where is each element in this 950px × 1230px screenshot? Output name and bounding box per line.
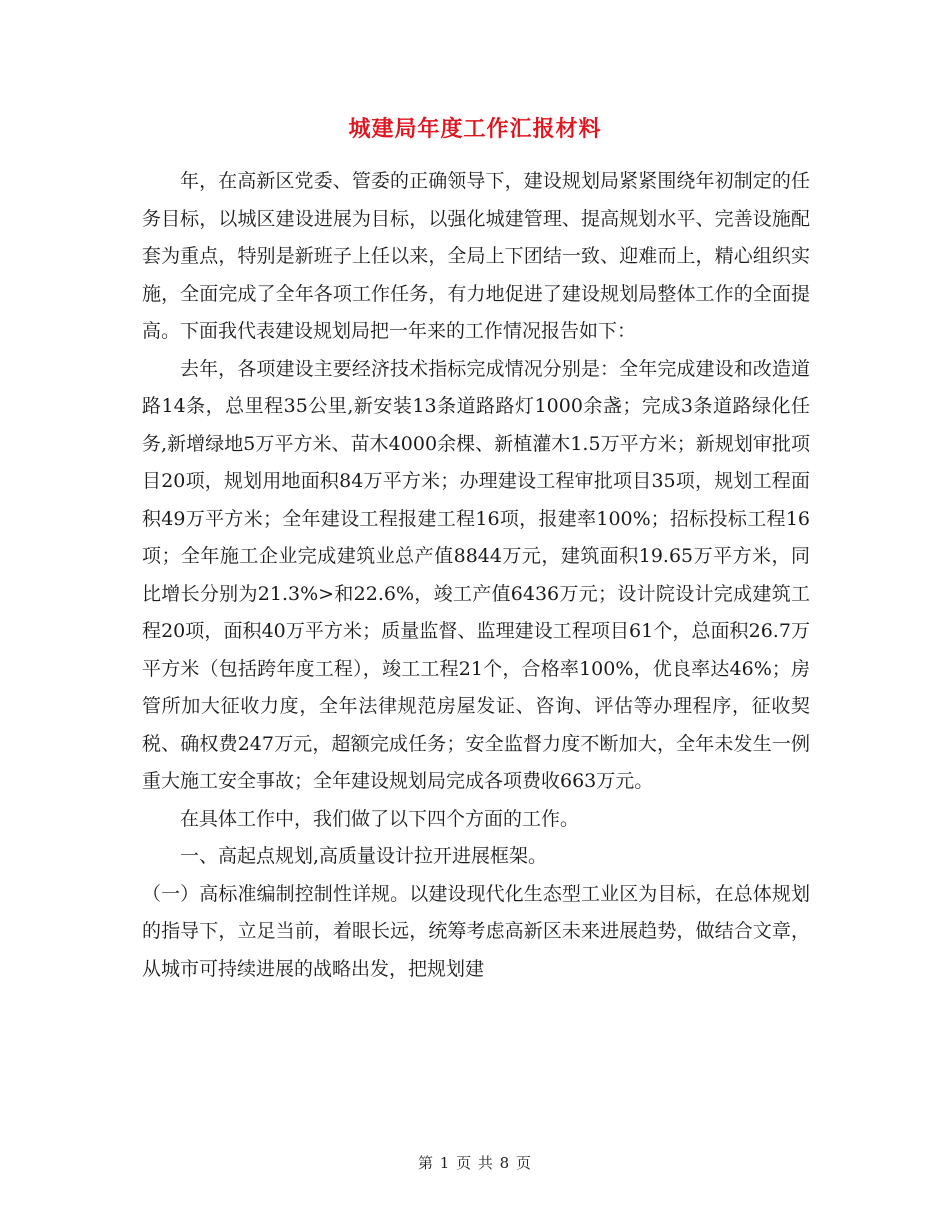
page-number-footer: 第 1 页 共 8 页 xyxy=(418,1154,532,1172)
paragraph-subsection-1: （一）高标准编制控制性详规。以建设现代化生态型工业区为目标，在总体规划的指导下，立足当前，着眼长远，统筹考虑高新区未来进展趋势，做结合文章，从城市可持续进展的战略出发，把规划建 xyxy=(142,882,810,980)
document-body xyxy=(142,163,810,988)
paragraph-indicators: 去年，各项建设主要经济技术指标完成情况分别是：全年完成建设和改造道路14条，总里程35公里,新安装13条道路路灯1000余盏；完成3条道路绿化任务,新增绿地5万平方米、苗木4000余棵、新植灌木1.5万平方米；新规划审批项目20项，规划用地面积84万平方米；办理建设工程审批项目35项，规划工程面积49万平方米；全年建设工程报建工程16项，报建率100%；招标投标工程16项；全年施工企业完成建筑业总产值8844万元，建筑面积19.65万平方米，同比增长分别为21.3%>和22.6%，竣工产值6436万元；设计院设计完成建筑工程20项，面积40万平方米；质量监督、监理建设工程项目61个，总面积26.7万平方米（包括跨年度工程），竣工工程21个，合格率100%，优良率达46%；房管所加大征收力度，全年法律规范房屋发证、咨询、评估等办理程序，征收契税、确权费247万元，超额完成任务；安全监督力度不断加大，全年未发生一例重大施工安全事故；全年建设规划局完成各项费收663万元。 xyxy=(142,357,810,792)
paragraph-work-overview: 在具体工作中，我们做了以下四个方面的工作。 xyxy=(180,807,580,830)
document-title: 城建局年度工作汇报材料 xyxy=(348,116,602,142)
paragraph-intro: 年，在高新区党委、管委的正确领导下，建设规划局紧紧围绕年初制定的任务目标，以城区建设进展为目标，以强化城建管理、提高规划水平、完善设施配套为重点，特别是新班子上任以来，全局上下团结一致、迎难而上，精心组织实施，全面完成了全年各项工作任务，有力地促进了建设规划局整体工作的全面提高。下面我代表建设规划局把一年来的工作情况报告如下： xyxy=(142,170,810,342)
section-heading-1: 一、高起点规划,高质量设计拉开进展框架。 xyxy=(180,845,548,867)
